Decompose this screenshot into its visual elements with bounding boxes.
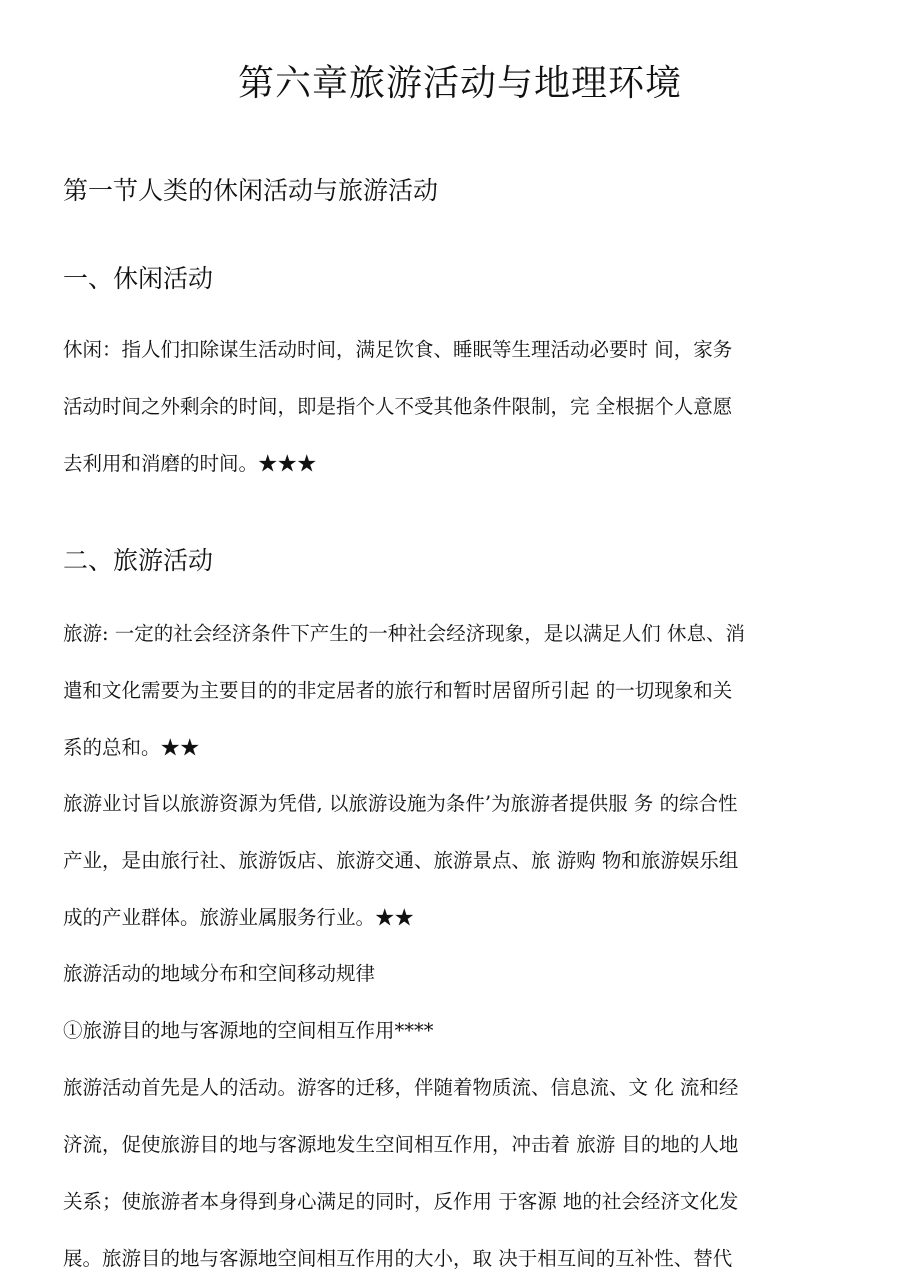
subsection-heading-tourism: 二、旅游活动 xyxy=(63,546,214,575)
paragraph-leisure-definition xyxy=(63,321,858,492)
text-line: 活动时间之外剩余的时间，即是指个人不受其他条件限制，完 全根据个人意愿 xyxy=(63,395,733,418)
topic-heading: 旅游活动的地域分布和空间移动规律 xyxy=(63,962,376,985)
text-line: 展。旅游目的地与客源地空间相互作用的大小，取 决于相互间的互补性、替代 xyxy=(63,1247,733,1270)
text-line: 旅游业讨旨以旅游资源为凭借, 以旅游设施为条件’为旅游者提供服 务 的综合性 xyxy=(63,792,738,815)
text-line: 去利用和消磨的时间。★★★ xyxy=(63,452,317,475)
numbered-heading: ①旅游目的地与客源地的空间相互作用**** xyxy=(63,1019,434,1042)
text-line: 济流，促使旅游目的地与客源地发生空间相互作用，冲击着 旅游 目的地的人地 xyxy=(63,1133,739,1156)
text-line: 成的产业群体。旅游业属服务行业。★★ xyxy=(63,906,415,929)
section-heading: 第一节人类的休闲活动与旅游活动 xyxy=(63,176,439,205)
text-line: 旅游活动首先是人的活动。游客的迁移，伴随着物质流、信息流、文 化 流和经 xyxy=(63,1076,739,1099)
text-line: 休闲：指人们扣除谋生活动时间，满足饮食、睡眠等生理活动必要时 间，家务 xyxy=(63,338,733,361)
chapter-title: 第六章旅游活动与地理环境 xyxy=(237,63,682,104)
text-line: 关系；使旅游者本身得到身心满足的同时，反作用 于客源 地的社会经济文化发 xyxy=(63,1190,739,1213)
paragraph-tourism-definition xyxy=(63,605,858,776)
paragraph-interaction xyxy=(63,1059,858,1287)
text-line: 旅游: 一定的社会经济条件下产生的一种社会经济现象，是以满足人们 休息、消 xyxy=(63,622,745,645)
text-line: 系的总和。★★ xyxy=(63,736,200,759)
subsection-heading-leisure: 一、休闲活动 xyxy=(63,264,214,293)
paragraph-tourism-industry xyxy=(63,775,858,946)
text-line: 产业，是由旅行社、旅游饭店、旅游交通、旅游景点、旅 游购 物和旅游娱乐组 xyxy=(63,849,739,872)
text-line: 遣和文化需要为主要目的的非定居者的旅行和暂时居留所引起 的一切现象和关 xyxy=(63,679,733,702)
